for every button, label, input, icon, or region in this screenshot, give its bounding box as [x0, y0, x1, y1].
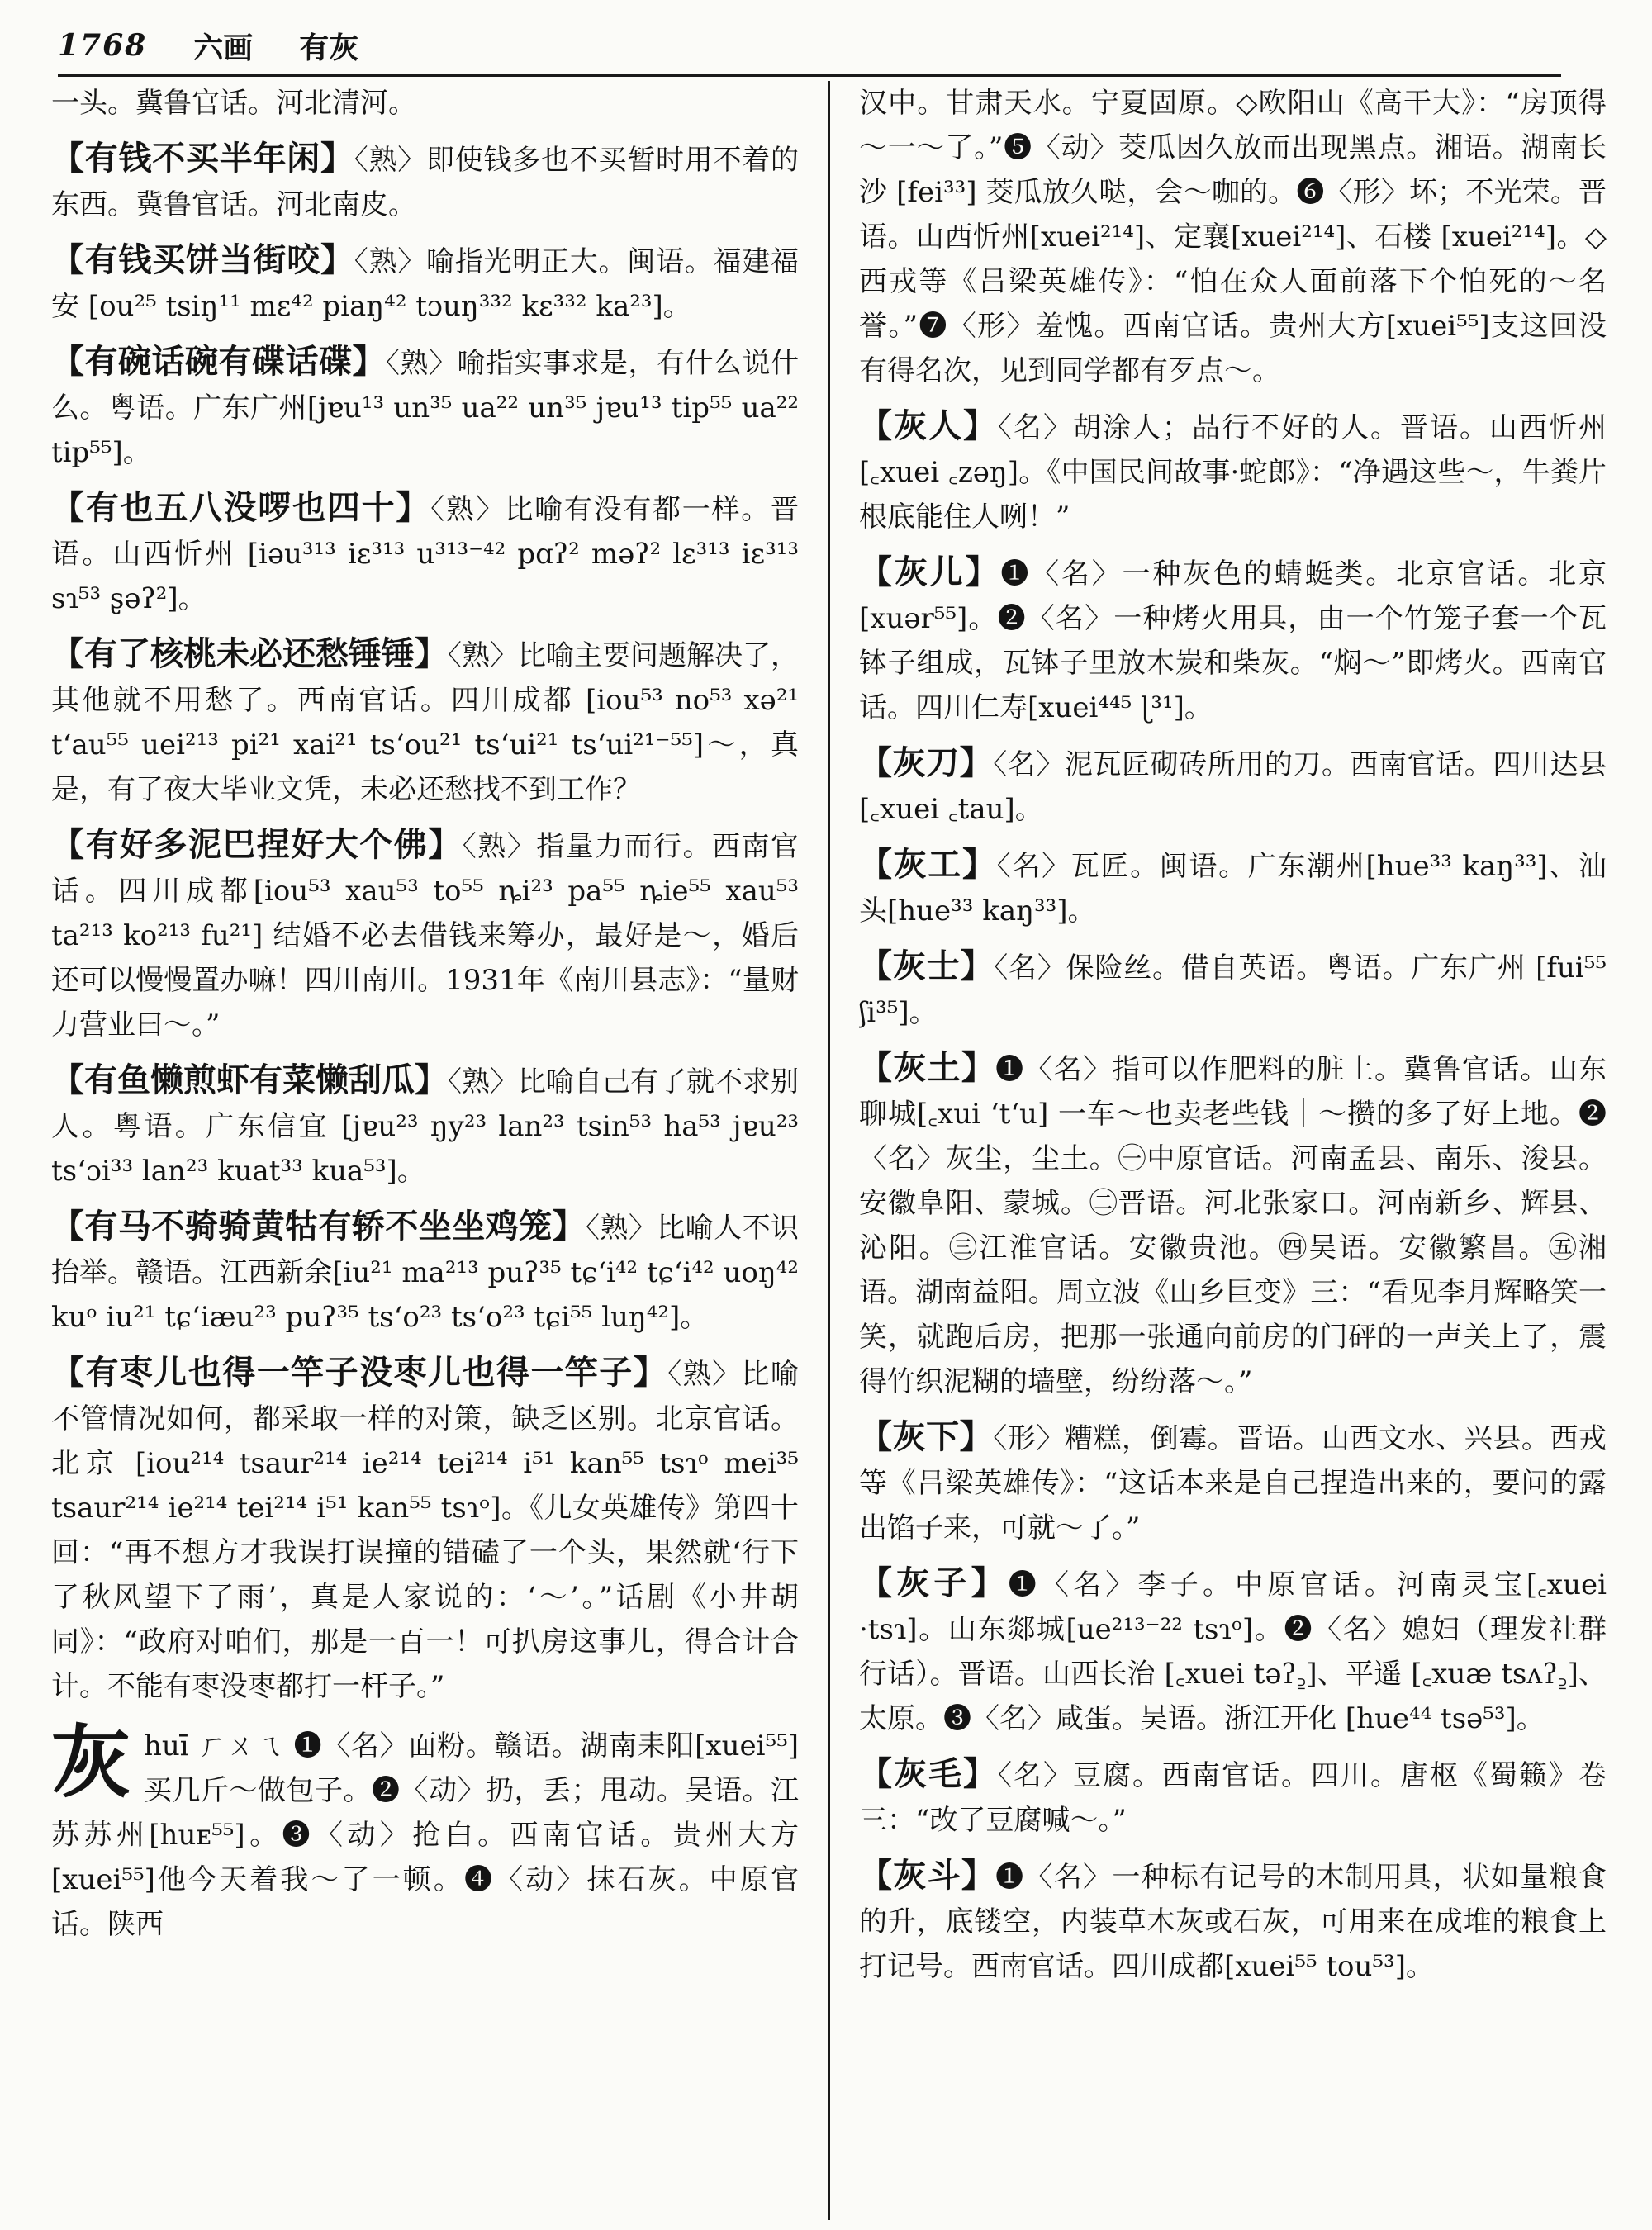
headword: 【有枣儿也得一竿子没枣儿也得一竿子】	[51, 1353, 668, 1392]
dictionary-entry	[859, 1415, 1607, 1550]
column-divider	[828, 81, 830, 2220]
continuation-text: 汉中。甘肃天水。宁夏固原。◇欧阳山《高干大》：“房顶得～一～了。”❺〈动〉茭瓜因久放而出现黑点。湘语。湖南长沙 [fei³³] 茭瓜放久哒，会～咖的。❻〈形〉坏；不光荣。晋语。山西忻州[xuei²¹⁴]、定襄[xuei²¹⁴]、石楼 [xuei²¹⁴]。◇西戎等《吕梁英雄传》：“怕在众人面前落下个怕死的～名誉。”❼〈形〉羞愧。西南官话。贵州大方[xuei⁵⁵]支这回没有得名次，见到同学都有歹点～。	[859, 87, 1607, 387]
headword: 【灰土】	[859, 1048, 996, 1087]
headword: 【有也五八没啰也四十】	[51, 488, 431, 527]
headword: 【灰斗】	[859, 1856, 996, 1895]
headword: 【有钱买饼当街咬】	[51, 240, 354, 279]
definition: 〈名〉豆腐。西南官话。四川。唐枢《蜀籁》卷三：“改了豆腐喊～。”	[859, 1759, 1607, 1837]
headword: 【有钱不买半年闲】	[51, 139, 354, 178]
definition: 〈名〉保险丝。借自英语。粤语。广东广州 [fui⁵⁵ ʃi³⁵]。	[859, 951, 1607, 1029]
definition: 〈熟〉喻指实事求是，有什么说什么。粤语。广东广州[jɐu¹³ un³⁵ ua²² un³⁵ jɐu¹³ tip⁵⁵ ua²² tip⁵⁵]。	[51, 347, 799, 469]
dictionary-entry	[51, 238, 799, 329]
definition: 〈熟〉比喻人不识抬举。赣语。江西新余[iu²¹ ma²¹³ puʔ³⁵ tɕʻi⁴² tɕʻi⁴² uoŋ⁴² kuᵒ iu²¹ tɕʻiæu²³ puʔ³⁵ tsʻo²³ tsʻo²³ tɕi⁵⁵ luŋ⁴²]。	[51, 1212, 799, 1334]
definition: 〈名〉瓦匠。闽语。广东潮州[hue³³ kaŋ³³]、汕头[hue³³ kaŋ³³]。	[859, 850, 1607, 928]
dictionary-entry	[51, 486, 799, 621]
definition: 〈熟〉比喻有没有都一样。晋语。山西忻州 [iəu³¹³ iɛ³¹³ u³¹³⁻⁴² pɑʔ² məʔ² lɛ³¹³ iɛ³¹³ sɿ⁵³ ʂəʔ²]。	[51, 493, 799, 615]
definition: 〈熟〉比喻自己有了就不求别人。粤语。广东信宜 [jɐu²³ ŋy²³ lan²³ tsin⁵³ ha⁵³ jɐu²³ tsʻɔi³³ lan²³ kuat³³ kua⁵³]。	[51, 1065, 799, 1188]
definition: ❶〈名〉面粉。赣语。湖南耒阳[xuei⁵⁵]买几斤～做包子。❷〈动〉扔，丢；甩动。吴语。江苏苏州[huᴇ⁵⁵]。❸〈动〉抢白。西南官话。贵州大方[xuei⁵⁵]他今天着我～了一顿。❹〈动〉抹石灰。中原官话。陕西	[51, 1729, 799, 1941]
head-character: 灰	[51, 1715, 131, 1809]
headword: 【灰工】	[859, 845, 997, 884]
definition: 〈名〉泥瓦匠砌砖所用的刀。西南官话。四川达县[꜀xuei ꜀tau]。	[859, 748, 1607, 826]
definition: 〈熟〉比喻不管情况如何，都采取一样的对策，缺乏区别。北京官话。北京 [iou²¹⁴ tsaur²¹⁴ ie²¹⁴ tei²¹⁴ i⁵¹ kan⁵⁵ tsɿᵒ mei³⁵ tsaur²¹⁴ ie²¹⁴ tei²¹⁴ i⁵¹ kan⁵⁵ tsɿᵒ]。《儿女英雄传》第四十回：“再不想方才我误打误撞的错磕了一个头，果然就‘行下了秋风望下了雨’，真是人家说的：‘～’。”话剧《小井胡同》：“政府对咱们，那是一百一！可扒房这事儿，得合计合计。不能有枣没枣都打一杆子。”	[51, 1358, 799, 1703]
definition: ❶〈名〉一种灰色的蜻蜓类。北京官话。北京 [xuər⁵⁵]。❷〈名〉一种烤火用具，由一个竹笼子套一个瓦钵子组成，瓦钵子里放木炭和柴灰。“焖～”即烤火。西南官话。四川仁寿[xuei⁴⁴⁵ ɭ³¹]。	[859, 558, 1607, 724]
headword: 【灰儿】	[859, 553, 1001, 591]
page-chars: 有灰	[299, 30, 359, 65]
headword: 【灰人】	[859, 406, 998, 445]
continuation-text: 一头。冀鲁官话。河北清河。	[51, 87, 416, 120]
dictionary-entry	[51, 136, 799, 227]
dictionary-entry	[859, 842, 1607, 933]
right-column	[859, 81, 1607, 2220]
dictionary-entry	[859, 1046, 1607, 1404]
headword: 【灰下】	[859, 1417, 994, 1456]
page-header	[58, 17, 1561, 77]
definition: 〈熟〉即使钱多也不买暂时用不着的东西。冀鲁官话。河北南皮。	[51, 144, 799, 221]
dictionary-entry	[859, 1752, 1607, 1843]
headword: 【灰子】	[859, 1563, 1009, 1602]
headword: 【有鱼懒煎虾有菜懒刮瓜】	[51, 1060, 448, 1099]
headword: 【有马不骑骑黄牯有轿不坐坐鸡笼】	[51, 1207, 586, 1245]
headword: 【有好多泥巴捏好大个佛】	[51, 825, 463, 864]
definition: 〈熟〉喻指光明正大。闽语。福建福安 [ou²⁵ tsiŋ¹¹ mɛ⁴² piaŋ⁴² tɔuŋ³³² kɛ³³² ka²³]。	[51, 245, 799, 323]
dictionary-entry	[859, 741, 1607, 832]
dictionary-entry	[51, 823, 799, 1047]
definition: 〈名〉胡涂人；品行不好的人。晋语。山西忻州 [꜀xuei ꜀zəŋ]。《中国民间故事·蛇郎》：“净遇这些～，牛粪片根底能住人咧！”	[859, 411, 1607, 534]
definition: 〈熟〉比喻主要问题解决了，其他就不用愁了。西南官话。四川成都 [iou⁵³ no⁵³ xə²¹ tʻau⁵⁵ uei²¹³ pi²¹ xai²¹ tsʻou²¹ tsʻui²¹ tsʻui²¹⁻⁵⁵]～，真是，有了夜大毕业文凭，未必还愁找不到工作？	[51, 639, 799, 806]
dictionary-entry	[859, 1561, 1607, 1741]
definition: ❶〈名〉指可以作肥料的脏土。冀鲁官话。山东聊城[꜀xui ʻtʻu] 一车～也卖老些钱｜～攒的多了好上地。❷〈名〉灰尘，尘土。㊀中原官话。河南孟县、南乐、浚县。安徽阜阳、蒙城。㊁晋语。河北张家口。河南新乡、辉县、沁阳。㊂江淮官话。安徽贵池。㊃吴语。安徽繁昌。㊄湘语。湖南益阳。周立波《山乡巨变》三：“看见李月辉略笑一笑，就跑后房，把那一张通向前房的门砰的一声关上了，震得竹织泥糊的墙壁，纷纷落～。”	[859, 1053, 1607, 1398]
pinyin-zhuyin: huī ㄏㄨㄟ	[144, 1729, 285, 1763]
page-number: 1768	[58, 28, 148, 63]
headword: 【灰刀】	[859, 743, 994, 782]
headword: 【灰士】	[859, 947, 995, 985]
character-entry	[51, 1715, 799, 1947]
definition: 〈熟〉指量力而行。西南官话。四川成都[iou⁵³ xau⁵³ to⁵⁵ ȵi²³ pa⁵⁵ ȵie⁵⁵ xau⁵³ ta²¹³ ko²¹³ fu²¹] 结婚不必去借钱来筹办，最好是～，婚后还可以慢慢置办嘛！四川南川。1931年《南川县志》：“量财力营业曰～。”	[51, 830, 799, 1041]
section-label: 六画	[193, 30, 254, 65]
definition: ❶〈名〉一种标有记号的木制用具，状如量粮食的升，底镂空，内装草木灰或石灰，可用来在成堆的粮食上打记号。西南官话。四川成都[xuei⁵⁵ tou⁵³]。	[859, 1861, 1607, 1983]
left-column	[51, 81, 799, 2220]
headword: 【有了核桃未必还愁锤锤】	[51, 634, 448, 673]
dictionary-entry	[859, 1853, 1607, 1989]
dictionary-entry	[51, 1204, 799, 1340]
dictionary-entry	[51, 339, 799, 475]
dictionary-entry	[859, 550, 1607, 730]
dictionary-entry	[859, 404, 1607, 539]
dictionary-entry	[51, 632, 799, 812]
definition: 〈形〉糟糕，倒霉。晋语。山西文水、兴县。西戎等《吕梁英雄传》：“这话本来是自己捏造出来的，要问的露出馅子来，可就～了。”	[859, 1422, 1607, 1544]
headword: 【有碗话碗有碟话碟】	[51, 342, 386, 381]
headword: 【灰毛】	[859, 1754, 998, 1793]
dictionary-entry	[859, 944, 1607, 1035]
definition: ❶〈名〉李子。中原官话。河南灵宝[꜀xuei ·tsɿ]。山东郯城[ue²¹³⁻²² tsɿᵒ]。❷〈名〉媳妇（理发社群行话）。晋语。山西长治 [꜀xuei təʔ꜇]、平遥 [꜀xuæ tsʌʔ꜇]、太原。❸〈名〉咸蛋。吴语。浙江开化 [hue⁴⁴ tsə⁵³]。	[859, 1568, 1607, 1735]
dictionary-entry	[51, 1058, 799, 1193]
dictionary-entry	[51, 1350, 799, 1709]
